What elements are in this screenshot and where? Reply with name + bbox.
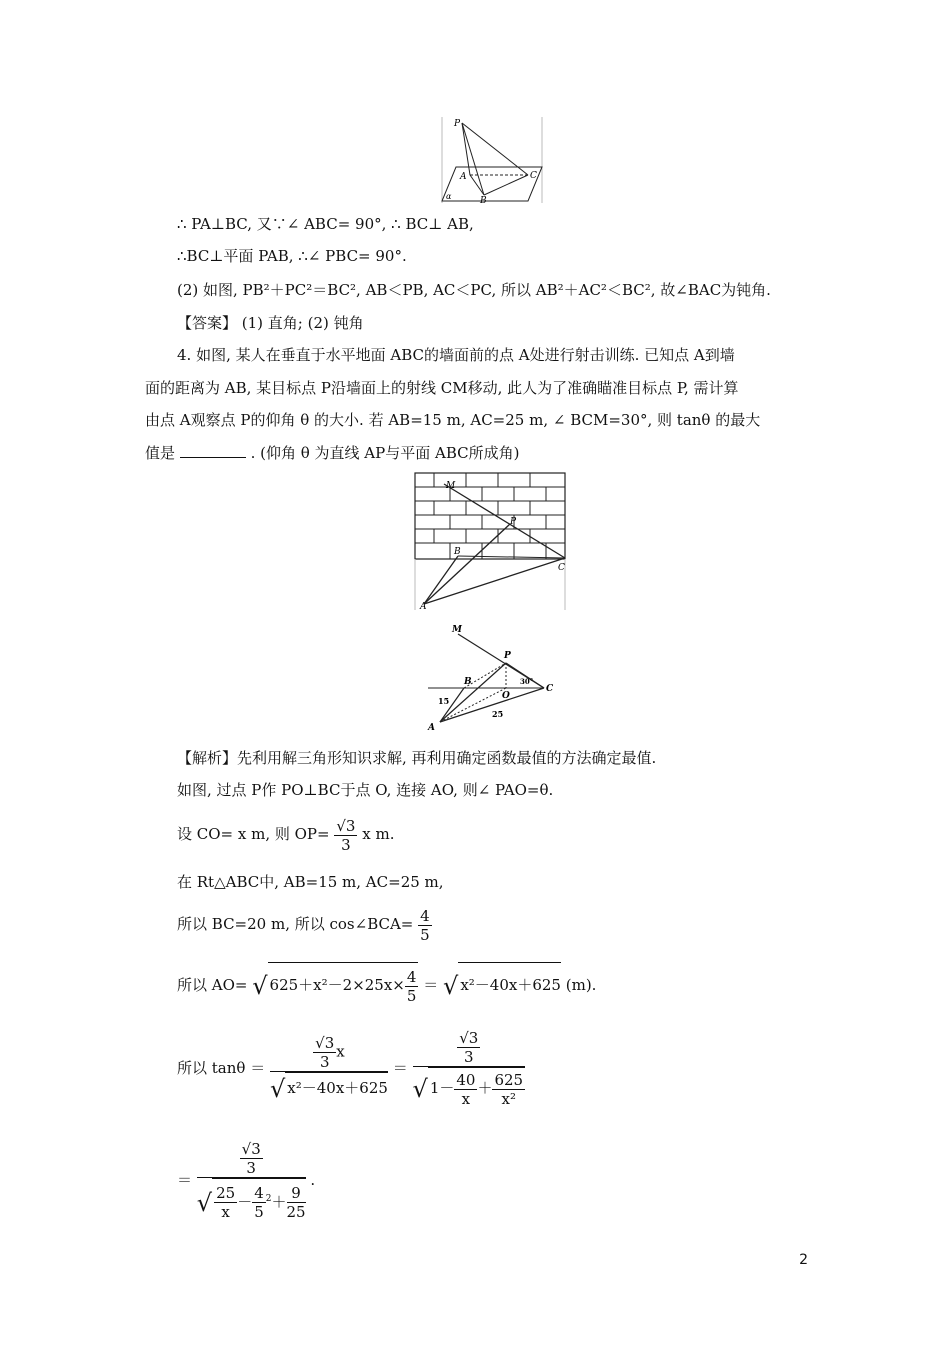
frac-num [413, 1029, 526, 1067]
figure-pyramid [440, 117, 544, 203]
plus: ＋ [271, 1192, 287, 1211]
solution-line-7 [177, 1020, 525, 1116]
frac-625-x2 [492, 1071, 525, 1108]
frac-final [197, 1140, 306, 1223]
frac-den: 5 [420, 925, 430, 944]
frac-den: x [461, 1089, 471, 1108]
inner-frac [457, 1029, 480, 1066]
radical-2: x²－40x＋625 [458, 962, 561, 1007]
frac-tan-1 [270, 1034, 388, 1104]
frac-num: 9 [287, 1184, 306, 1203]
problem-4-line-2: 面的距离为 AB, 某目标点 P沿墙面上的射线 CM移动, 此人为了准确瞄准目标点 P, 需计算 [145, 379, 739, 397]
plus: ＋ [477, 1079, 493, 1097]
frac-num: √3 [315, 1034, 335, 1052]
solution-line-6: 所以 AO= √ 625＋x²－2×25x× $\frac{4}{5}$ ＝ √ x²－40x＋625 (m). [177, 962, 596, 1008]
frac-den: x² [501, 1089, 517, 1108]
label-O: O [502, 691, 510, 701]
label-M: M [452, 625, 462, 635]
frac-den: 5 [254, 1203, 264, 1221]
frac-num: 4 [254, 1184, 264, 1202]
minus: － [237, 1192, 253, 1211]
s6-equals: ＝ [423, 976, 439, 994]
solution-line-3 [177, 814, 395, 854]
frac-num: 4 [406, 967, 417, 986]
frac-den: √ $\frac{25}{x}$ － $\frac{4}{5}$ $^2$＋ $\frac{9}{25}$ [197, 1178, 306, 1223]
inner-frac [313, 1034, 336, 1071]
figure-triangle [424, 620, 564, 734]
radical-1 [268, 962, 419, 1007]
frac-num: √3 [241, 1139, 261, 1158]
solution-line-8 [177, 1130, 315, 1230]
problem-4-line-4 [145, 443, 519, 463]
label-C: C [530, 171, 537, 181]
frac-den: 25 [286, 1203, 306, 1221]
label-C: C [558, 563, 565, 573]
frac-9-25 [287, 1184, 306, 1221]
problem-4-suffix: . (仰角 θ 为直线 AP与平面 ABC所成角) [250, 444, 520, 462]
s8-prefix: ＝ [177, 1171, 193, 1189]
figure-brick-wall [414, 472, 568, 610]
frac-num: 4 [420, 906, 430, 925]
s7-prefix: 所以 tanθ ＝ [177, 1059, 266, 1077]
s6-suffix: (m). [565, 976, 597, 994]
s6-radicand: 625＋x²－2×25x× [269, 976, 405, 994]
frac-den: 3 [246, 1158, 256, 1177]
s3-prefix: 设 CO= x m, 则 OP= [177, 825, 330, 843]
frac-sqrt3-over-3 [334, 817, 357, 854]
label-A: A [460, 172, 467, 182]
frac-4-over-5 [405, 968, 419, 1005]
s5-prefix: 所以 BC=20 m, 所以 cos∠BCA= [177, 915, 414, 933]
label-B: B [454, 547, 461, 557]
term: 1－ [429, 1079, 455, 1097]
proof-line-1: ∴ PA⊥BC, 又∵∠ ABC= 90°, ∴ BC⊥ AB, [177, 215, 474, 233]
frac-den: 3 [341, 835, 351, 854]
label-angle: 30° [520, 677, 534, 686]
problem-4-line-3: 由点 A观察点 P的仰角 θ 的大小. 若 AB=15 m, AC=25 m, ∠ BCM=30°, 则 tanθ 的最大 [145, 411, 761, 429]
frac-num: 25 [216, 1184, 236, 1202]
label-C: C [546, 684, 554, 694]
frac-40-x [454, 1071, 477, 1108]
frac-den: 3 [464, 1048, 474, 1066]
frac-den: x [221, 1203, 230, 1221]
frac-num: 625 [494, 1070, 524, 1089]
frac-25-x [214, 1184, 237, 1221]
answer-blank [180, 443, 246, 458]
label-M: M [446, 481, 456, 491]
var-x: x [336, 1042, 345, 1061]
s7-equals: ＝ [392, 1059, 408, 1077]
label-ac-length: 25 [492, 709, 504, 719]
proof-line-3: (2) 如图, PB²＋PC²＝BC², AB＜PB, AC＜PC, 所以 AB²＋AC²＜BC², 故∠BAC为钝角. [177, 281, 771, 299]
frac-den: √ 1－ $\frac{40}{x}$ ＋ $\frac{625}{\text{x²}}$ [413, 1067, 526, 1109]
frac-num: √3 [336, 816, 356, 835]
s3-suffix: x m. [362, 825, 395, 843]
label-P: P [504, 651, 511, 661]
solution-line-4: 在 Rt△ABC中, AB=15 m, AC=25 m, [177, 873, 444, 891]
label-B: B [480, 196, 487, 203]
exponent: 2 [265, 1193, 272, 1204]
label-alpha: α [446, 192, 452, 201]
label-A: A [428, 723, 435, 733]
frac-num: 40 [456, 1070, 476, 1089]
radical [428, 1067, 525, 1108]
label-P: P [454, 119, 461, 129]
s6-prefix: 所以 AO= [177, 976, 248, 994]
radical: x²－40x＋625 [285, 1072, 388, 1103]
s8-suffix: . [310, 1171, 316, 1189]
label-B: B [464, 677, 472, 687]
label-ab-length: 15 [438, 696, 450, 706]
frac-den: 3 [319, 1053, 330, 1071]
frac-tan-2 [413, 1029, 526, 1109]
frac-4-over-5 [418, 907, 432, 944]
solution-line-5 [177, 904, 432, 944]
frac-den: 5 [406, 986, 417, 1005]
solution-intro: 【解析】先利用解三角形知识求解, 再利用确定函数最值的方法确定最值. [177, 749, 657, 767]
proof-line-2: ∴BC⊥平面 PAB, ∴∠ PBC= 90°. [177, 247, 407, 265]
frac-num [270, 1034, 388, 1072]
problem-4-line-1: 4. 如图, 某人在垂直于水平地面 ABC的墙面前的点 A处进行射击训练. 已知点 A到墙 [177, 346, 735, 364]
label-A: A [420, 602, 427, 610]
answer-line: 【答案】 (1) 直角; (2) 钝角 [177, 314, 364, 332]
frac-den: √ x²－40x＋625 [270, 1072, 388, 1104]
radical [212, 1178, 306, 1222]
frac-num: √3 [459, 1029, 479, 1047]
frac-num [197, 1140, 306, 1178]
label-P: P [510, 517, 517, 527]
inner-frac [240, 1140, 263, 1177]
frac-4-5 [252, 1184, 266, 1221]
problem-4-prefix: 值是 [145, 444, 176, 462]
page-number: 2 [799, 1252, 808, 1268]
solution-line-2: 如图, 过点 P作 PO⊥BC于点 O, 连接 AO, 则∠ PAO=θ. [177, 781, 554, 799]
